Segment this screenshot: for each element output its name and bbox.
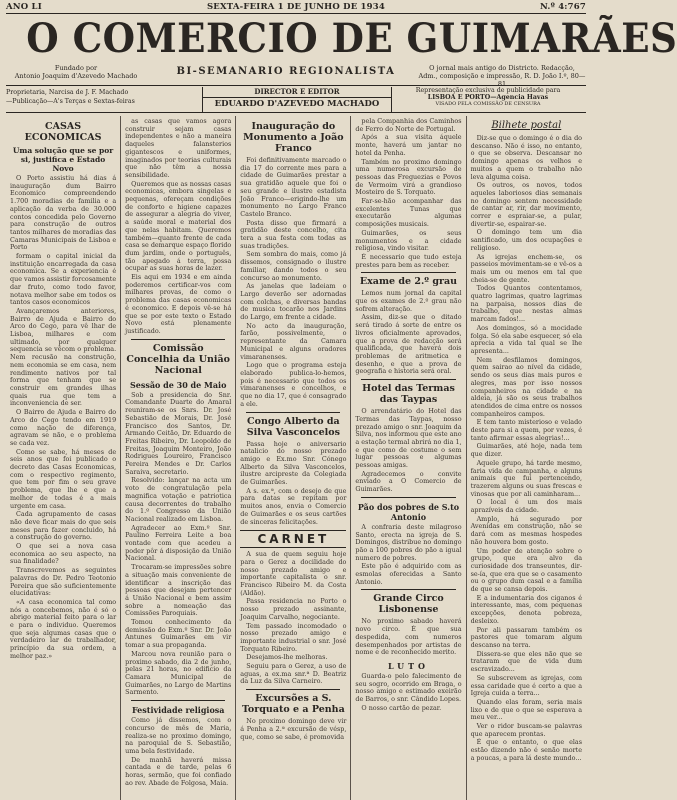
article-paragraph: Diz-se que o domingo é o dia do descanso. Não é isso, no entanto, o que se observa. Descansar no domingo apenas os velhos e muitos a quem o trabalho não leva alguma coisa. [470, 134, 583, 181]
director-box [202, 87, 392, 112]
article-subheadline: Pão dos pobres de S.to Antonio [357, 501, 460, 522]
article-paragraph: Os outros, os novos, todos aqueles laboriosos dias semanais no domingo sentem necessidade de cantar ar, rir, dar movimento, correr e espraiar-se, a pular, divertir-se, espairar-se. [470, 181, 583, 228]
article-paragraph: Lemos num jornal da capital que os exames de 2.º grau não sofrem alteração. [355, 289, 462, 313]
owner-line: Proprietaria, Narcisa de J. F. Machado [6, 89, 129, 96]
article-headline: Comissão Concelhia da União Nacional [126, 342, 231, 376]
section-heading-carnet: CARNET [240, 530, 346, 548]
newspaper-subtitle: BI-SEMANARIO REGIONALISTA [176, 66, 396, 77]
article-paragraph: Assim, diz-se que o ditado será tirado á sorte de entre os livros oficialmente aprovados, que a prova de redacção será qualificada, que haverá dois problemas de aritmetica e desenho, e que a prova de geografia e historia será oral. [355, 313, 462, 376]
article-paragraph: Passa hoje o aniversario natalicio do nosso prezado amigo e Ex.mo Snr. Cónego Alberto da Silva Vasconcelos, ilustre arcipreste da Colegiada de Guimarães. [240, 439, 347, 487]
founder-info [6, 64, 146, 80]
article-paragraph: Eis aqui em 1934 e em ainda poderemos certificar-vos com milhares provas, de como o problema das casas economicas é economico. E depois vê-se há que se por este texto o Estado Novo está plenamente justificado. [125, 273, 232, 335]
article-paragraph: O nosso cartão de pezar. [361, 703, 442, 712]
article-paragraph: Tem passado incomodado o nosso prezado amigo e importante industrial o snr. José Torquato Ribeiro. [240, 621, 347, 653]
article-paragraph: Seguiu para o Gerez, a uso de aguas, a ex.ma snr.ª D. Beatriz da Luz da Silva Carneiro. [240, 662, 347, 686]
column-4 [351, 116, 466, 800]
article-paragraph: Por ali passaram também os pastores que tomaram algum descanso na terra. [470, 625, 583, 649]
column-divider [246, 412, 340, 413]
article-paragraph: O que sei a nova casa economica ao seu aspecto, na sua finalidade? [10, 542, 117, 566]
censorship-line: VISADO PELA COMISSÃO DE CENSURA [435, 101, 541, 107]
article-paragraph: Desejamos-lhe melhoras. [246, 653, 328, 662]
column-divider [361, 272, 455, 273]
article-paragraph: Todos Quantos contentamos, quatro lagrimas, quatro lagrimas na parpaisa, nossos dias de trabalho, que nestas almas marcam fados!... [470, 284, 583, 324]
article-paragraph: A sua de quem seguiu hoje para o Gerez a docilidade do nosso prezado amigo e importante capitalista o snr. Francisco Ribeiro M. da Costa (Aldão). [240, 550, 347, 597]
column-5 [467, 116, 586, 800]
article-paragraph: Um poder de atenção sobre o grupo, que era alvo da curiosidade dos transeuntes, dir-se-ía, que era que se o casamento ou o grupo dum casal e a família de que se cansa depois. [470, 546, 583, 594]
article-subheadline: Sessão de 30 de Maio [129, 379, 227, 390]
article-paragraph: O domingo tem um dia santificado, um dos ocupações e religioso. [470, 228, 583, 252]
article-paragraph: Agradecemos o convite enviado a O Comercio de Guimarães. [355, 469, 462, 494]
article-headline: Inauguração do Monumento a João Franco [243, 121, 344, 154]
column-1 [6, 116, 121, 800]
article-paragraph: Resolvido: lançar na acta um voto de congratulação pela magnifica votação e patriotica causa decorrentes do trabalho do 1.º Congresso da União Nacional realizado em Lisboa. [125, 476, 232, 523]
advertising-info [390, 87, 586, 108]
article-paragraph: Amplo, há segurado por Avenidas em construção, não se dará com as mesmas hospedes não houvera bom gosto. [470, 514, 583, 546]
address-line-2: Adm., composição e impressão, R. D. João I.º, 80—81 [418, 72, 586, 88]
article-paragraph: Guimarães, os seus monumentos e a cidade religiosa, vindo visitar. [355, 228, 462, 253]
article-paragraph: O arrendatário do Hotel das Termas das Taypas, nosso prezado amigo o snr. Joaquim da Silva, nos informou que este ano a estação termal abrirá no dia 1, e que como de costume o sem lugar pessoas e algumas pessoas amigas. [355, 407, 462, 470]
article-paragraph: E a indumentaria dos ciganos é interessante, mas, com pequenas excepções, denota pobreza, desleixo. [470, 593, 583, 625]
article-paragraph: Se subscrevem as igrejas, com essa caridade que é certo a que a Igreja cuida a terra... [470, 673, 583, 698]
article-paragraph: E tem tanto misterioso e velado deste para si a quem, por vezes, é tanto afirmar essas alegrias!... [470, 418, 583, 442]
column-divider [131, 700, 225, 701]
article-paragraph: É necessario que tudo esteja prestes para bem as receber. [355, 252, 462, 269]
article-paragraph: A confraria deste milagroso Santo, erecta na igreja de S. Domingos, distribue no domingo pão a 100 pobres do pão a igual numero de pobres. [355, 522, 462, 562]
article-headline: Congo Alberto da Silva Vasconcelos [246, 415, 340, 438]
article-paragraph: Cada agrupamento de casas não deve ficar mais do que seis meses para fazer concluido, há a construção do governo. [10, 510, 117, 542]
article-headline: Hotel das Termas das Taypas [362, 383, 455, 406]
rep-line-2: LISBOA E PORTO—Agencia Havas [427, 94, 549, 101]
article-paragraph: Como se sabe, há meses de seis anos que foi publicado o decreto das Casas Economicas, com o respectivo regimento, que tem por fim o seu grave problema, que lhe e que a melhor de todas é a mais urgente em casa. [10, 447, 117, 510]
column-divider [361, 379, 455, 380]
column-3 [236, 116, 351, 800]
article-paragraph: Nem desfilamos domingos, quem sairao ao nível da cidade, sendo os seus dias mais puros e alegres, mas por isso nossos companheiros na cidade e na aldeia, já são os seus trabalhos atendidos de cima entre os nossos companheiros campos. [470, 355, 583, 418]
article-paragraph: Aquele grupo, há tarde mesmo, faria vida de campanha, e alguns animais que fui pertencendo, trazerem alguns ou suas frescas e vinosas que por ali caminharam... [470, 458, 583, 498]
article-paragraph: Guarda-o pelo falecimento de seu sogro, ocorrido em Braga, o nosso amigo e estimado exeirão de Barros, o snr. Cândido Lopes. [355, 671, 462, 704]
publication-line: —Publicação—A's Terças e Sextas-feiras [6, 98, 135, 105]
column-divider [361, 497, 455, 498]
column-divider [246, 689, 340, 690]
director-name: EDUARDO D'AZEVEDO MACHADO [203, 97, 391, 111]
article-paragraph: Tomou conhecimento da demissão do Exm.º Snr. Dr. João Antunes Guimarães em vir tomar a sua propaganda. [125, 618, 232, 650]
rep-line-1: Representação exclusiva de publicidade para [415, 87, 561, 94]
dateline [6, 2, 586, 14]
article-paragraph: Passa residencia no Porto o nosso prezado assinante, Joaquim Carvalho, negociante. [240, 597, 347, 621]
article-paragraph: Quando elas foram, seria mais lixo e de que o que se esperava a meu ver... [470, 697, 583, 722]
article-paragraph: No proximo domingo deve vir á Penha a 2.ª excursão de vésp, que, como se sabe, é promovida [240, 717, 347, 741]
article-columns [6, 116, 586, 800]
article-paragraph: Também no proximo domingo uma numerosa excursão de pessoas das Freguezias e Povos de Vermoim virá a grandioso Mosteiro de S. Torquato. [355, 157, 462, 197]
article-paragraph: O local é um dos mais aprazíveis da cidade. [470, 498, 583, 515]
year-label: ANO LI [6, 2, 42, 12]
article-paragraph: Agradecer ao Exm.º Snr. Paulino Ferreira Leite a boa vontade com que acedeu a poder pôr á disposição da União Nacional. [125, 523, 232, 563]
director-label: DIRECTOR E EDITOR [254, 87, 340, 96]
owner-info [6, 88, 196, 106]
column-divider [361, 589, 455, 590]
newspaper-title: O COMERCIO DE GUIMARÃES [26, 15, 677, 62]
article-paragraph: Sem sombra do mais, como já dissemos, consignado o ilustre familiar, dando todos o seu concurso ao monumento. [240, 250, 347, 282]
article-paragraph: Ver o ridor buscam-se palavras que aparecem prontas. [470, 722, 583, 738]
article-paragraph: Queremos que as nossas casas economicas, embora singelas e pequenas, ofereçam condições de conforto e higiene capazes de assegurar a alegria do viver, a saúde moral e material dos que nelas habitam. Queremos também—quanto frente de cada casa se demarque espaço florido dum jardim, onde o português, tão apegado á terra, possa ocupar as suas horas de lazer. [125, 179, 232, 273]
article-headline: Excursões a S. Torquato e a Penha [241, 693, 345, 716]
article-subheadline: Festividade religiosa [131, 705, 225, 716]
article-paragraph: É que o entanto, o que elas estão dizendo não é senão morte a poucas, a para lá deste mundo... [470, 738, 583, 762]
article-paragraph: Posta disso que firmará a gratidão deste concelho, cita tera a sua festa com todas as suas tradições. [240, 218, 347, 250]
article-paragraph: formam o capital inicial da instituição encarregada da casa economica. Se a experiencia é que vamos assistir forcosamente dar fruto, como todo favor, notava melhor sabe em todos os tantos casos economicos [10, 252, 117, 307]
masthead-info-bar [6, 85, 586, 113]
article-paragraph: Transcrevemos as seguintes palavras do Dr. Pedro Teotonio Pereira que são suficientemente elucidativas: [10, 566, 117, 598]
article-paragraph: A s. ex.ª, com o desejo de que para datas se repitam por muitos anos, envia o Comercio de Guimarães e os seus cartões de sinceras felicitações. [240, 486, 347, 526]
article-paragraph: Após a sua visita áquele monte, haverá um jantar no hotel da Penha. [355, 133, 462, 157]
article-paragraph: No proximo sabado haverá novo circo. É que sua despedida, com numeros desempenhados por artistas de nome e de reconhecido merito. [355, 617, 462, 657]
founder-name: Antonio Joaquim d'Azevedo Machado [14, 72, 138, 80]
article-paragraph: Foi definitivamente marcado o dia 17 do corrente mes para a cidade de Guimarães prestar a sua gratidão aquele que foi o seu grande e ilustre estadista João Franco—erigindo-lhe um monumento no Largo Franco Castelo Branco. [240, 156, 347, 218]
article-paragraph: Dissera-se que eles não que se trataram que de vida dum escravizado... [470, 649, 583, 674]
column-2 [121, 116, 236, 800]
article-paragraph: Marcou nova reunião para o proximo sabado, dia 2 de junho, pelas 21 horas, no edificio da Camara Municipal de Guimarães, no Largo de Martins Sarmento. [125, 649, 232, 697]
address-line-1: O jornal mais antigo do Districto. Redacção, [429, 64, 575, 72]
founded-label: Fundado por [54, 64, 98, 72]
article-deck: Uma solução que se por si, justifica e Estado Novo [12, 146, 114, 173]
article-paragraph: As igrejas enchem-se, os passeios movimentam-se e vê-os a mais um ou menos em tal que cheia-se de gente. [470, 252, 583, 284]
article-paragraph: Sob a presidencia do Snr. Comandante Duarte do Amaral reuniram-se os Snrs. Dr. José Sebastião de Morais, Dr. José Francisco dos Santos, Dr. Armando Ceitão, Dr. Eduardo de Freitas Ribeiro, Dr. Leopoldo de Freitas, Joaquim Monteiro, João Rodrigues Loureiro, Francisco Pereira Mendes e Dr. Carlos Saraiva, secretario. [125, 390, 232, 476]
section-heading-luto: LUTO [387, 660, 430, 671]
article-paragraph: Avançaremos anteriores, Bairro de Ajuda e Bairro do Arco do Cego, para vê lhar de Lisboa, milhares e com ultimado, por qualquer sequencia se vêcom o problema. Nem recusão na construção, nem economia se em casa, nem rendimento nativos por tal forma que tenham que se construir em grandes ilhas quais rua que tem a inconveniencia de ser. [10, 306, 117, 408]
article-paragraph: O Bairro de Ajuda e Bairro do Arco do Cego tendo em 1919 como nação de diferença, agravam se não, e o problema se cada vez. [10, 408, 117, 447]
article-paragraph: as casas que vamos agora construir sejam casas independentes e não a maneira daqueles falansterios gigantescos e uniformes, imaginados por teorias culturais que não têm a nossa sensibilidade. [125, 117, 232, 179]
article-headline: Grande Circo Lisbonense [373, 593, 444, 616]
issue-number: N.º 4:767 [540, 2, 586, 12]
article-paragraph: O Porto assistiu há dias á inauguração dum Bairro Economico compreendendo 1.700 moradias de familia e a aplicação da verba de 30.000 contos concedida pelo Governo para construção de outros tantos milhares de moradias das Camaras Municipais de Lisboa e Porto [10, 174, 117, 252]
article-paragraph: No acto da inauguração, farão, possivelmente, o representante da Camara Municipal e alguns oradores vimaranenses. [240, 321, 347, 361]
article-paragraph: «A casa economica tal como nós a concebemos, não é só o abrigo material feito para o lar e para o individuo. Queremos que seja algumas casas que o verdadeiro lar de trabalhador, princípio da sua ordem, a melhor paz.» [10, 597, 117, 660]
article-paragraph: Far-se-hão acompanhar das excelentes Tunas que executarão algumas composições musicais. [355, 197, 462, 229]
article-paragraph: pela Companhia dos Caminhos de Ferro do Norte de Portugal. [355, 117, 462, 133]
article-paragraph: Aos domingos, só a mocidade folga. Só ela sabe esquecer, só ela aprecia a vida tal qual se lhe apresenta... [470, 323, 583, 355]
article-paragraph: Logo que o programa esteja elaborado publica-lo-hemos, pois é necessario que todos os vimaranenses e concelhos, e que no dia 17, que é consagrado a ele. [240, 361, 347, 408]
article-paragraph: De manhã haverá missa cantada e de tarde, pelas 6 horas, sermão, que foi confiado ao rev. Abade de Folgosa, Maia. [125, 755, 232, 787]
section-heading-bilhete: Bilhete postal [491, 120, 562, 131]
article-paragraph: As janelas que ladeiam o Largo deverão ser adornadas com colchas, e diversas bandas de musica tocarão nos Jardins do Largo, em frente a cidade. [240, 282, 347, 322]
masthead-subline [6, 64, 586, 88]
column-divider [131, 339, 225, 340]
article-paragraph: Guimarães, até hoje, nada tem que dizer. [470, 442, 583, 459]
article-headline: CASAS ECONOMICAS [24, 121, 102, 143]
article-paragraph: Este pão é adquirido com as esmolas oferecidas a Santo Antonio. [355, 562, 462, 586]
article-paragraph: Trocaram-se impressões sobre a situação mais conveniente de identificar a inscrição das pessoas que desejam pertencer á União Nacional e bem assim sobre a nomeação das Comissões Paroquiais. [125, 563, 232, 618]
date-label: SEXTA-FEIRA 1 DE JUNHO DE 1934 [206, 2, 386, 12]
article-headline: Exame de 2.º grau [359, 276, 458, 288]
article-paragraph: Como já dissemos, com o concurso de mês de Maria, realiza-se no proximo domingo, na paroquial de S. Sebastião, uma bela festividade. [125, 716, 232, 755]
